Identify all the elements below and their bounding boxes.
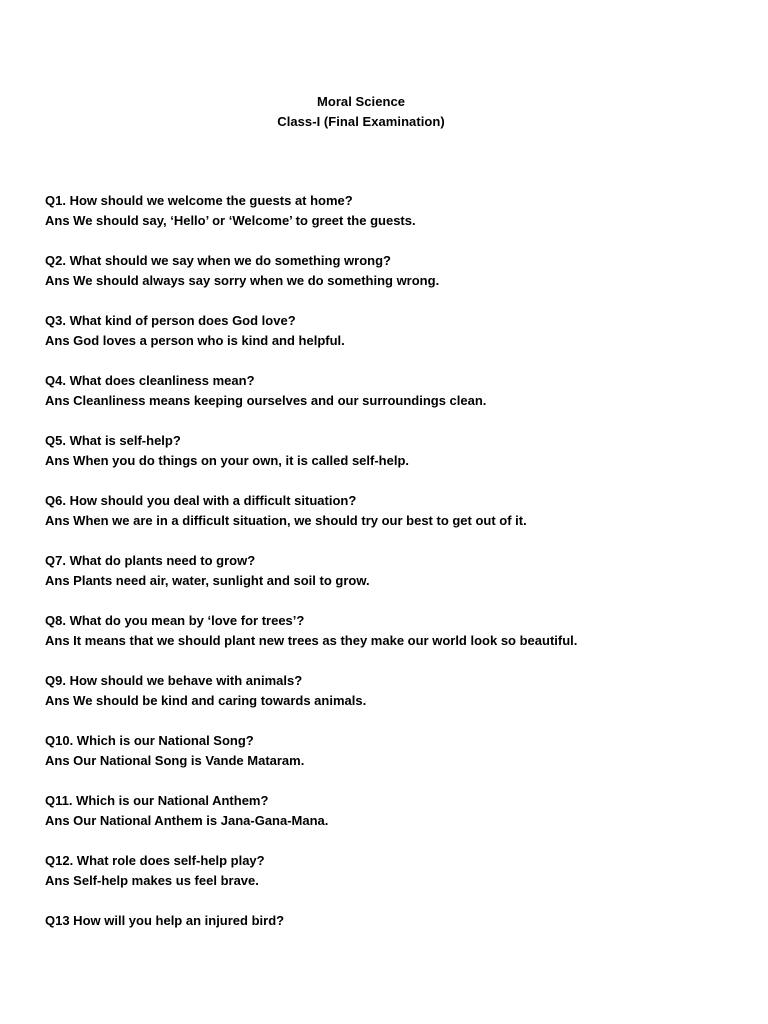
question-text: Q2. What should we say when we do something wrong? xyxy=(45,253,391,268)
question-text: Q13 How will you help an injured bird? xyxy=(45,913,285,928)
qa-item-1 xyxy=(45,191,745,251)
qa-item-12 xyxy=(45,851,745,911)
question-text: Q7. What do plants need to grow? xyxy=(45,553,256,568)
question-text: Q11. Which is our National Anthem? xyxy=(45,793,269,808)
question-text: Q9. How should we behave with animals? xyxy=(45,673,303,688)
answer-text: Ans Self-help makes us feel brave. xyxy=(45,873,259,888)
qa-item-8 xyxy=(45,611,745,671)
answer-text: Ans We should be kind and caring towards animals. xyxy=(45,693,367,708)
answer-text: Ans When we are in a difficult situation, we should try our best to get out of it. xyxy=(45,513,527,528)
qa-item-11 xyxy=(45,791,745,851)
question-text: Q5. What is self-help? xyxy=(45,433,181,448)
qa-item-13 xyxy=(45,911,745,971)
answer-text: Ans We should say, ‘Hello’ or ‘Welcome’ to greet the guests. xyxy=(45,213,416,228)
qa-item-4 xyxy=(45,371,745,431)
question-text: Q12. What role does self-help play? xyxy=(45,853,265,868)
answer-text: Ans Cleanliness means keeping ourselves and our surroundings clean. xyxy=(45,393,487,408)
question-text: Q8. What do you mean by ‘love for trees’? xyxy=(45,613,305,628)
question-text: Q10. Which is our National Song? xyxy=(45,733,254,748)
answer-text: Ans Our National Anthem is Jana-Gana-Mana. xyxy=(45,813,329,828)
answer-text: Ans God loves a person who is kind and helpful. xyxy=(45,333,345,348)
question-answer-list xyxy=(45,191,745,971)
class-exam-title: Class-I (Final Examination) xyxy=(277,114,445,129)
question-text: Q3. What kind of person does God love? xyxy=(45,313,296,328)
qa-item-6 xyxy=(45,491,745,551)
answer-text: Ans It means that we should plant new trees as they make our world look so beautiful. xyxy=(45,633,578,648)
qa-item-9 xyxy=(45,671,745,731)
question-text: Q1. How should we welcome the guests at home? xyxy=(45,193,353,208)
qa-item-7 xyxy=(45,551,745,611)
answer-text: Ans Our National Song is Vande Mataram. xyxy=(45,753,305,768)
qa-item-10 xyxy=(45,731,745,791)
qa-item-2 xyxy=(45,251,745,311)
qa-item-3 xyxy=(45,311,745,371)
answer-text: Ans When you do things on your own, it is called self-help. xyxy=(45,453,410,468)
question-text: Q4. What does cleanliness mean? xyxy=(45,373,255,388)
question-text: Q6. How should you deal with a difficult situation? xyxy=(45,493,357,508)
subject-title: Moral Science xyxy=(316,94,406,109)
qa-item-5 xyxy=(45,431,745,491)
answer-text: Ans Plants need air, water, sunlight and soil to grow. xyxy=(45,573,370,588)
document-header xyxy=(0,92,722,132)
answer-text: Ans We should always say sorry when we do something wrong. xyxy=(45,273,440,288)
